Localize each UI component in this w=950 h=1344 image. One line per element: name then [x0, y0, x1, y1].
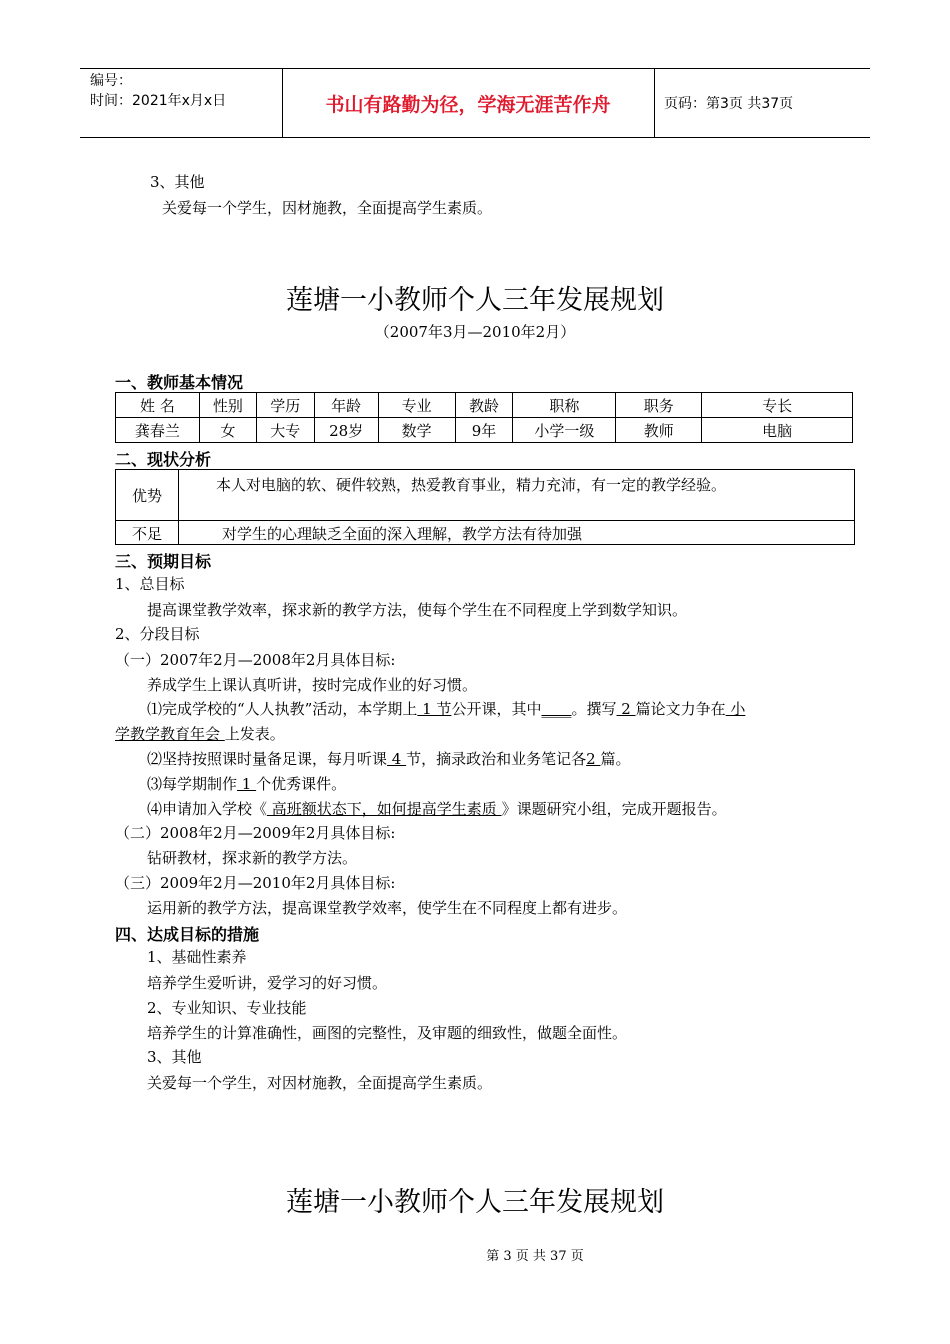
status-analysis-table — [115, 469, 855, 545]
measure-heading: 3、其他 — [147, 1048, 202, 1066]
section-heading: 二、现状分析 — [115, 450, 212, 469]
advantage-text: 本人对电脑的软、硬件较熟，热爱教育事业，精力充沛，有一定的教学经验。 — [216, 476, 727, 494]
phase-item-continued: 学教学教育年会 上发表。 — [115, 725, 285, 743]
phase-text: 运用新的教学方法，提高课堂教学效率，使学生在不同程度上都有进步。 — [147, 899, 628, 917]
header-time: 时间：2021年x月x日 — [90, 93, 227, 109]
phase-heading: （一）2007年2月—2008年2月具体目标: — [115, 651, 396, 669]
weakness-label: 不足 — [131, 525, 162, 543]
table-cell: 小学一级 — [513, 418, 616, 443]
table-cell: 电脑 — [702, 418, 853, 443]
table-header-cell: 学历 — [256, 393, 314, 418]
page-header — [80, 68, 870, 138]
table-row — [116, 418, 853, 443]
goal-heading: 2、分段目标 — [115, 625, 200, 643]
header-meta — [90, 71, 226, 111]
section-item-other: 3、其他 — [150, 173, 205, 191]
header-page-info: 页码：第3页 共37页 — [664, 96, 794, 112]
header-divider — [654, 69, 655, 137]
section-heading: 一、教师基本情况 — [115, 373, 244, 392]
phase-text: 养成学生上课认真听讲，按时完成作业的好习惯。 — [147, 676, 478, 694]
phase-heading: （三）2009年2月—2010年2月具体目标: — [115, 874, 396, 892]
phase-item: ⑶每学期制作 1 个优秀课件。 — [147, 775, 347, 793]
document-period: （2007年3月—2010年2月） — [374, 323, 576, 341]
page-footer: 第 3 页 共 37 页 — [486, 1249, 584, 1264]
table-header-row — [116, 393, 853, 418]
measure-heading: 1、基础性素养 — [147, 948, 247, 966]
table-cell: 女 — [199, 418, 256, 443]
measure-heading: 2、专业知识、专业技能 — [147, 999, 307, 1017]
header-motto: 书山有路勤为径，学海无涯苦作舟 — [325, 93, 611, 116]
goal-text: 提高课堂教学效率，探求新的教学方法，使每个学生在不同程度上学到数学知识。 — [147, 601, 688, 619]
table-header-cell: 职务 — [616, 393, 702, 418]
phase-item: ⑵坚持按照课时量备足课，每月听课 4 节，摘录政治和业务笔记各2 篇。 — [147, 750, 631, 768]
table-cell: 数学 — [378, 418, 455, 443]
phase-item: ⑴完成学校的“人人执教”活动，本学期上 1 节公开课，其中____。撰写 2 篇论文力争在 小 — [147, 700, 746, 718]
header-serial: 编号： — [90, 73, 132, 89]
section-heading: 四、达成目标的措施 — [115, 925, 260, 944]
document-title-repeat: 莲塘一小教师个人三年发展规划 — [286, 1187, 664, 1218]
table-cell: 龚春兰 — [116, 418, 200, 443]
table-header-cell: 专长 — [702, 393, 853, 418]
table-cell: 28岁 — [314, 418, 378, 443]
goal-heading: 1、总目标 — [115, 575, 185, 593]
section-item-other-text: 关爱每一个学生，因材施教，全面提高学生素质。 — [162, 199, 493, 217]
phase-text: 钻研教材，探求新的教学方法。 — [147, 849, 358, 867]
measure-text: 培养学生爱听讲，爱学习的好习惯。 — [147, 974, 388, 992]
table-cell: 大专 — [256, 418, 314, 443]
phase-item: ⑷申请加入学校《 高班额状态下，如何提高学生素质 》课题研究小组，完成开题报告。 — [147, 800, 727, 818]
table-cell: 9年 — [455, 418, 513, 443]
table-header-cell: 职称 — [513, 393, 616, 418]
phase-heading: （二）2008年2月—2009年2月具体目标: — [115, 824, 396, 842]
measure-text: 关爱每一个学生，对因材施教，全面提高学生素质。 — [147, 1074, 493, 1092]
advantage-label: 优势 — [131, 487, 162, 505]
table-header-cell: 专业 — [378, 393, 455, 418]
table-header-cell: 姓 名 — [116, 393, 200, 418]
section-heading: 三、预期目标 — [115, 552, 212, 571]
document-title: 莲塘一小教师个人三年发展规划 — [286, 285, 664, 316]
measure-text: 培养学生的计算准确性，画图的完整性，及审题的细致性，做题全面性。 — [147, 1024, 628, 1042]
table-header-cell: 年龄 — [314, 393, 378, 418]
teacher-info-table — [115, 392, 853, 443]
weakness-text: 对学生的心理缺乏全面的深入理解，教学方法有待加强 — [222, 525, 583, 543]
table-header-cell: 性别 — [199, 393, 256, 418]
table-header-cell: 教龄 — [455, 393, 513, 418]
table-cell: 教师 — [616, 418, 702, 443]
